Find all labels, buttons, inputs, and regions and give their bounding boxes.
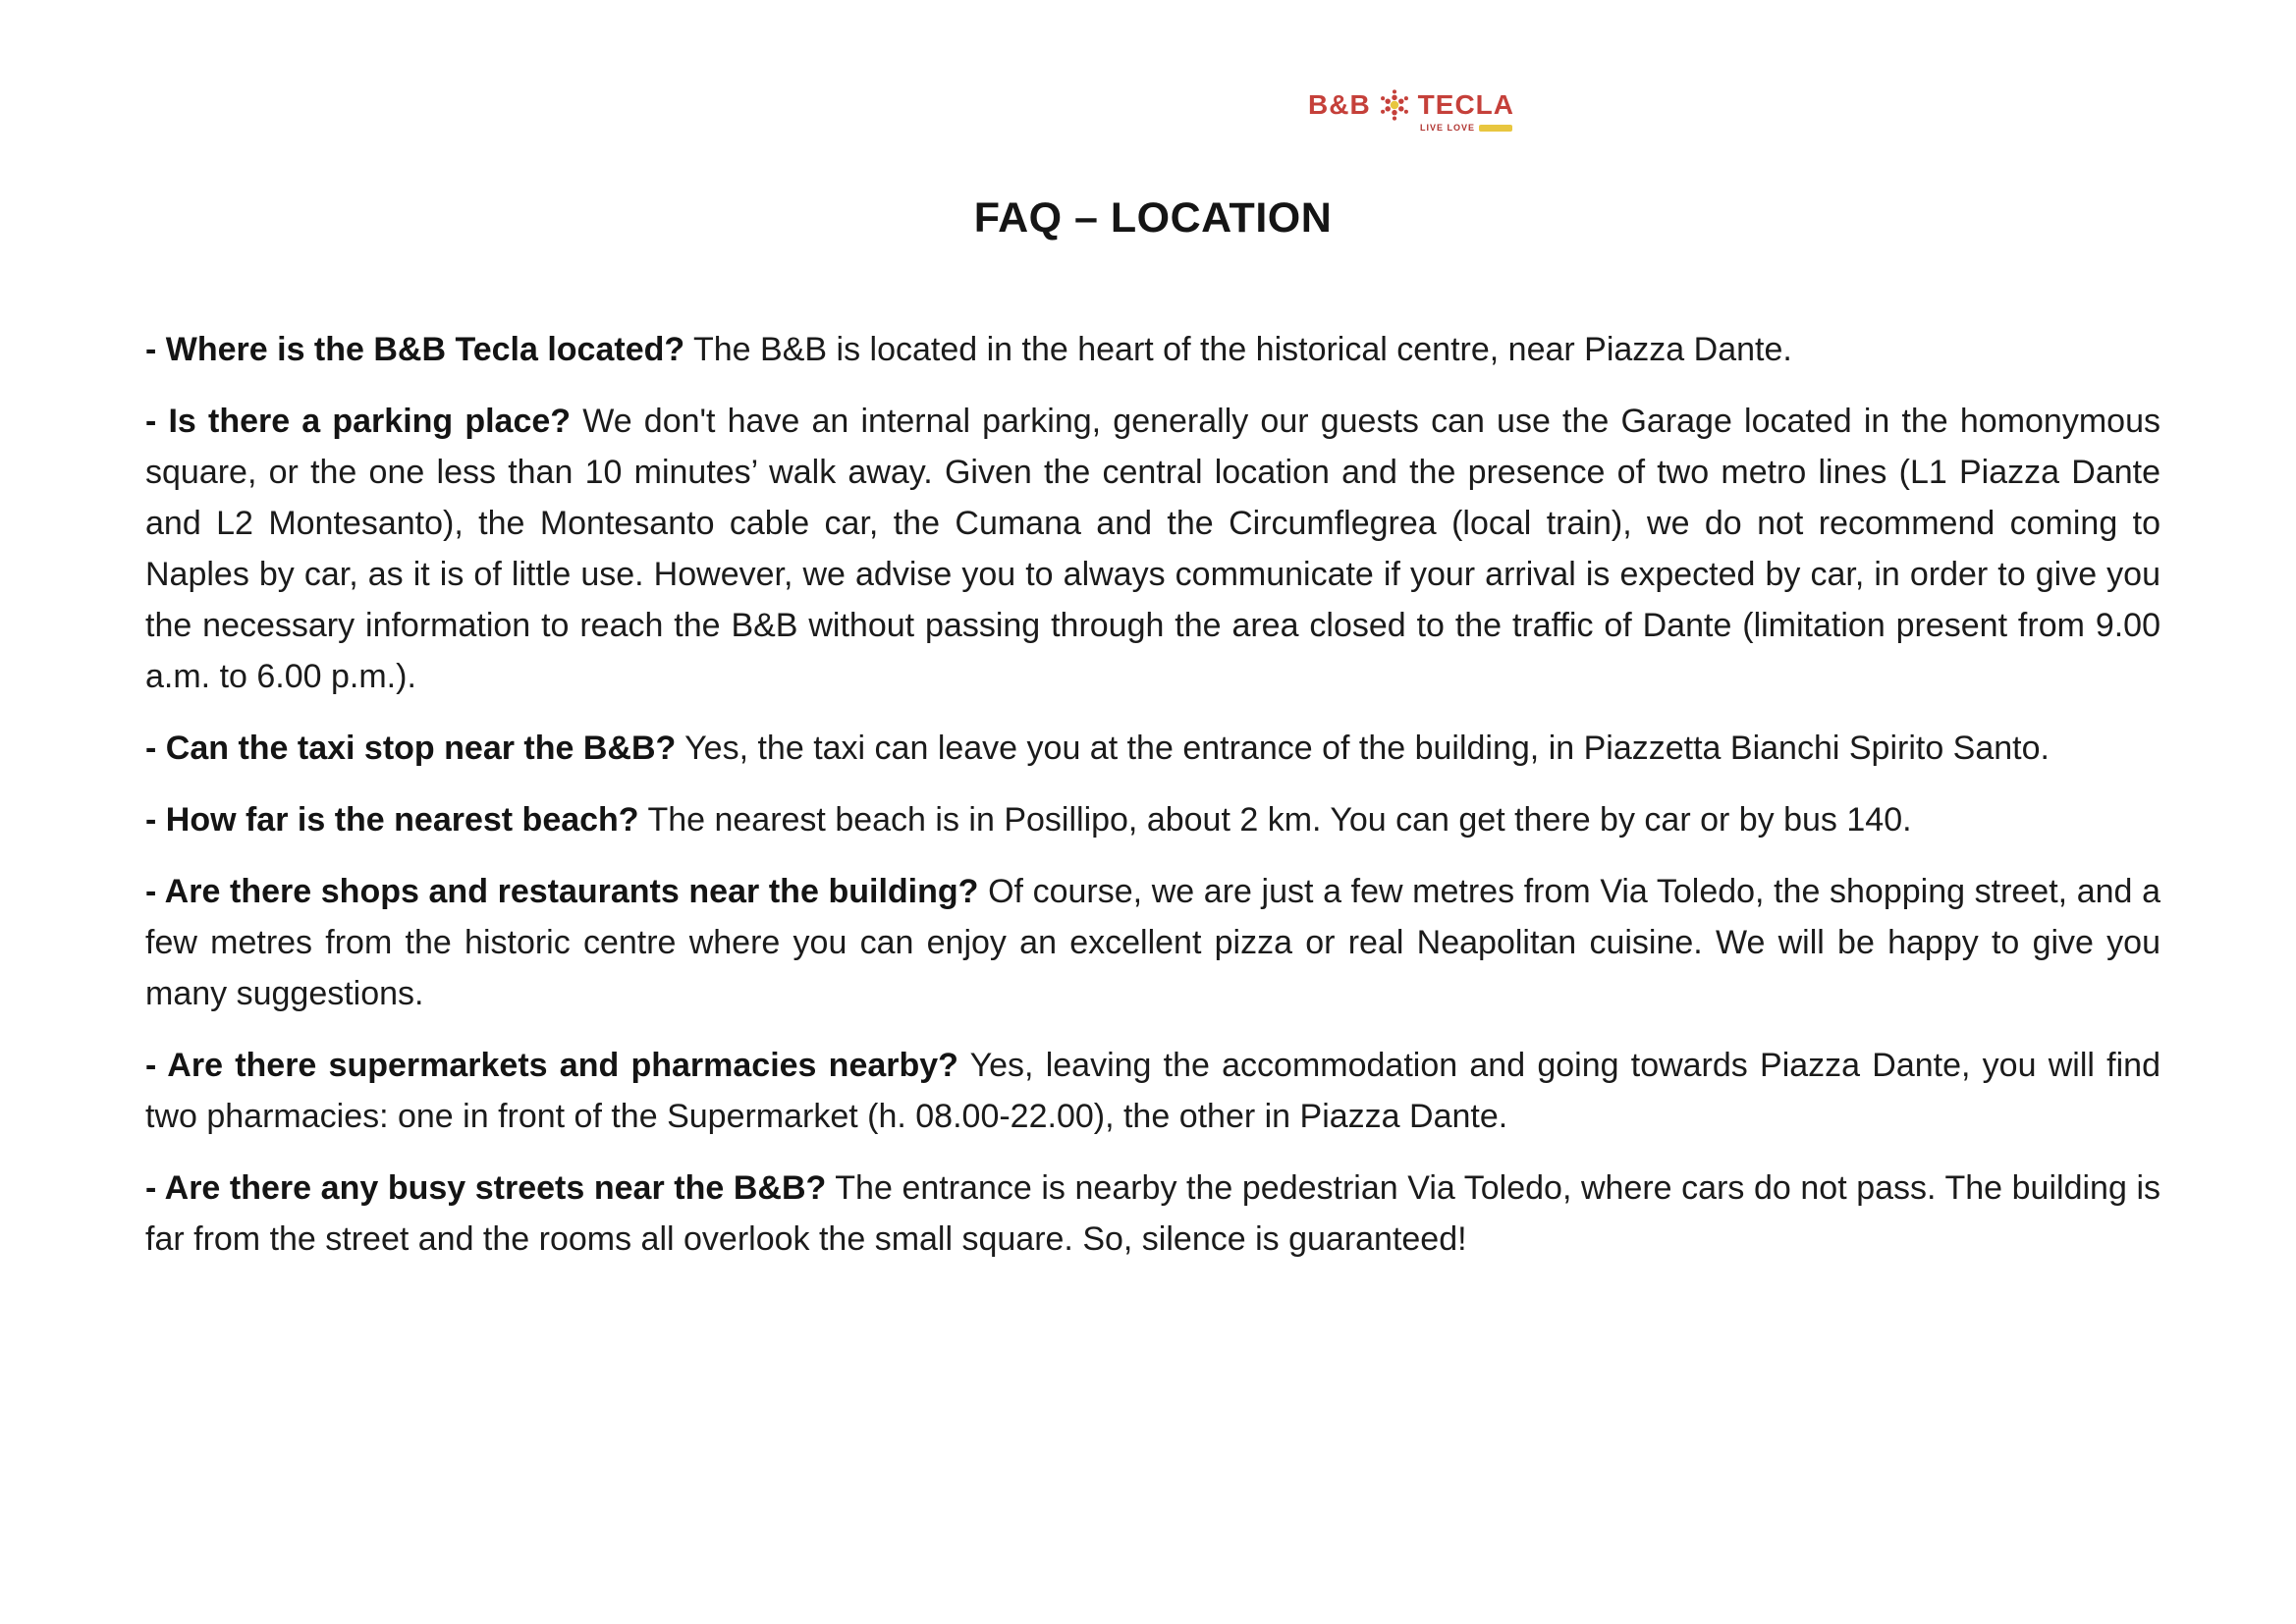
faq-question: - Are there supermarkets and pharmacies nearby? — [145, 1047, 958, 1084]
faq-answer: The nearest beach is in Posillipo, about 2 km. You can get there by car or by bus 140. — [647, 801, 1912, 839]
faq-item — [145, 794, 2160, 845]
logo — [1308, 88, 1514, 133]
faq-item — [145, 1163, 2160, 1265]
star-flower-icon — [1378, 88, 1411, 122]
logo-tagline: LIVE LOVE — [1419, 123, 1475, 133]
faq-question: - Are there any busy streets near the B&B? — [145, 1169, 827, 1207]
faq-question: - Are there shops and restaurants near the building? — [145, 873, 979, 910]
logo-text-tecla: TECLA — [1417, 89, 1514, 120]
faq-item — [145, 1040, 2160, 1142]
faq-answer: Yes, leaving the accommodation and going towards Piazza Dante, you will find two pharmacies: one in front of the Supermarket (h. 08.00-22.00), the other in Piazza Dante. — [145, 1047, 2160, 1135]
faq-question: - Is there a parking place? — [145, 403, 572, 440]
faq-item — [145, 324, 2160, 375]
faq-item — [145, 723, 2160, 774]
faq-question: - How far is the nearest beach? — [145, 801, 639, 839]
faq-answer: The B&B is located in the heart of the historical centre, near Piazza Dante. — [693, 331, 1792, 368]
page-title: FAQ – LOCATION — [973, 194, 1333, 242]
faq-item — [145, 866, 2160, 1019]
faq-answer: The entrance is nearby the pedestrian Via Toledo, where cars do not pass. The building is far from the street and the rooms all overlook the small square. So, silence is guaranteed! — [145, 1169, 2160, 1258]
faq-answer: Yes, the taxi can leave you at the entrance of the building, in Piazzetta Bianchi Spirito Santo. — [684, 730, 2050, 767]
faq-question: - Where is the B&B Tecla located? — [145, 331, 685, 368]
faq-answer: Of course, we are just a few metres from Via Toledo, the shopping street, and a few metres from the historic centre where you can enjoy an excellent pizza or real Neapolitan cuisine. We will be happy to give you many suggestions. — [145, 873, 2161, 1012]
tagline-accent-bar — [1479, 125, 1512, 132]
faq-list — [145, 324, 2160, 1285]
faq-question: - Can the taxi stop near the B&B? — [145, 730, 677, 767]
faq-answer: We don't have an internal parking, generally our guests can use the Garage located in the homonymous square, or the one less than 10 minutes’ walk away. Given the central location and the presence of two metro lines (L1 Piazza Dante and L2 Montesanto), the Montesanto cable car, the Cumana and the Circumflegrea (local train), we do not recommend coming to Naples by car, as it is of little use. However, we advise you to always communicate if your arrival is expected by car, in order to give you the necessary information to reach the B&B without passing through the area closed to the traffic of Dante (limitation present from 9.00 a.m. to 6.00 p.m.). — [145, 403, 2160, 695]
logo-text-bb: B&B — [1308, 89, 1371, 120]
faq-item — [145, 396, 2160, 702]
